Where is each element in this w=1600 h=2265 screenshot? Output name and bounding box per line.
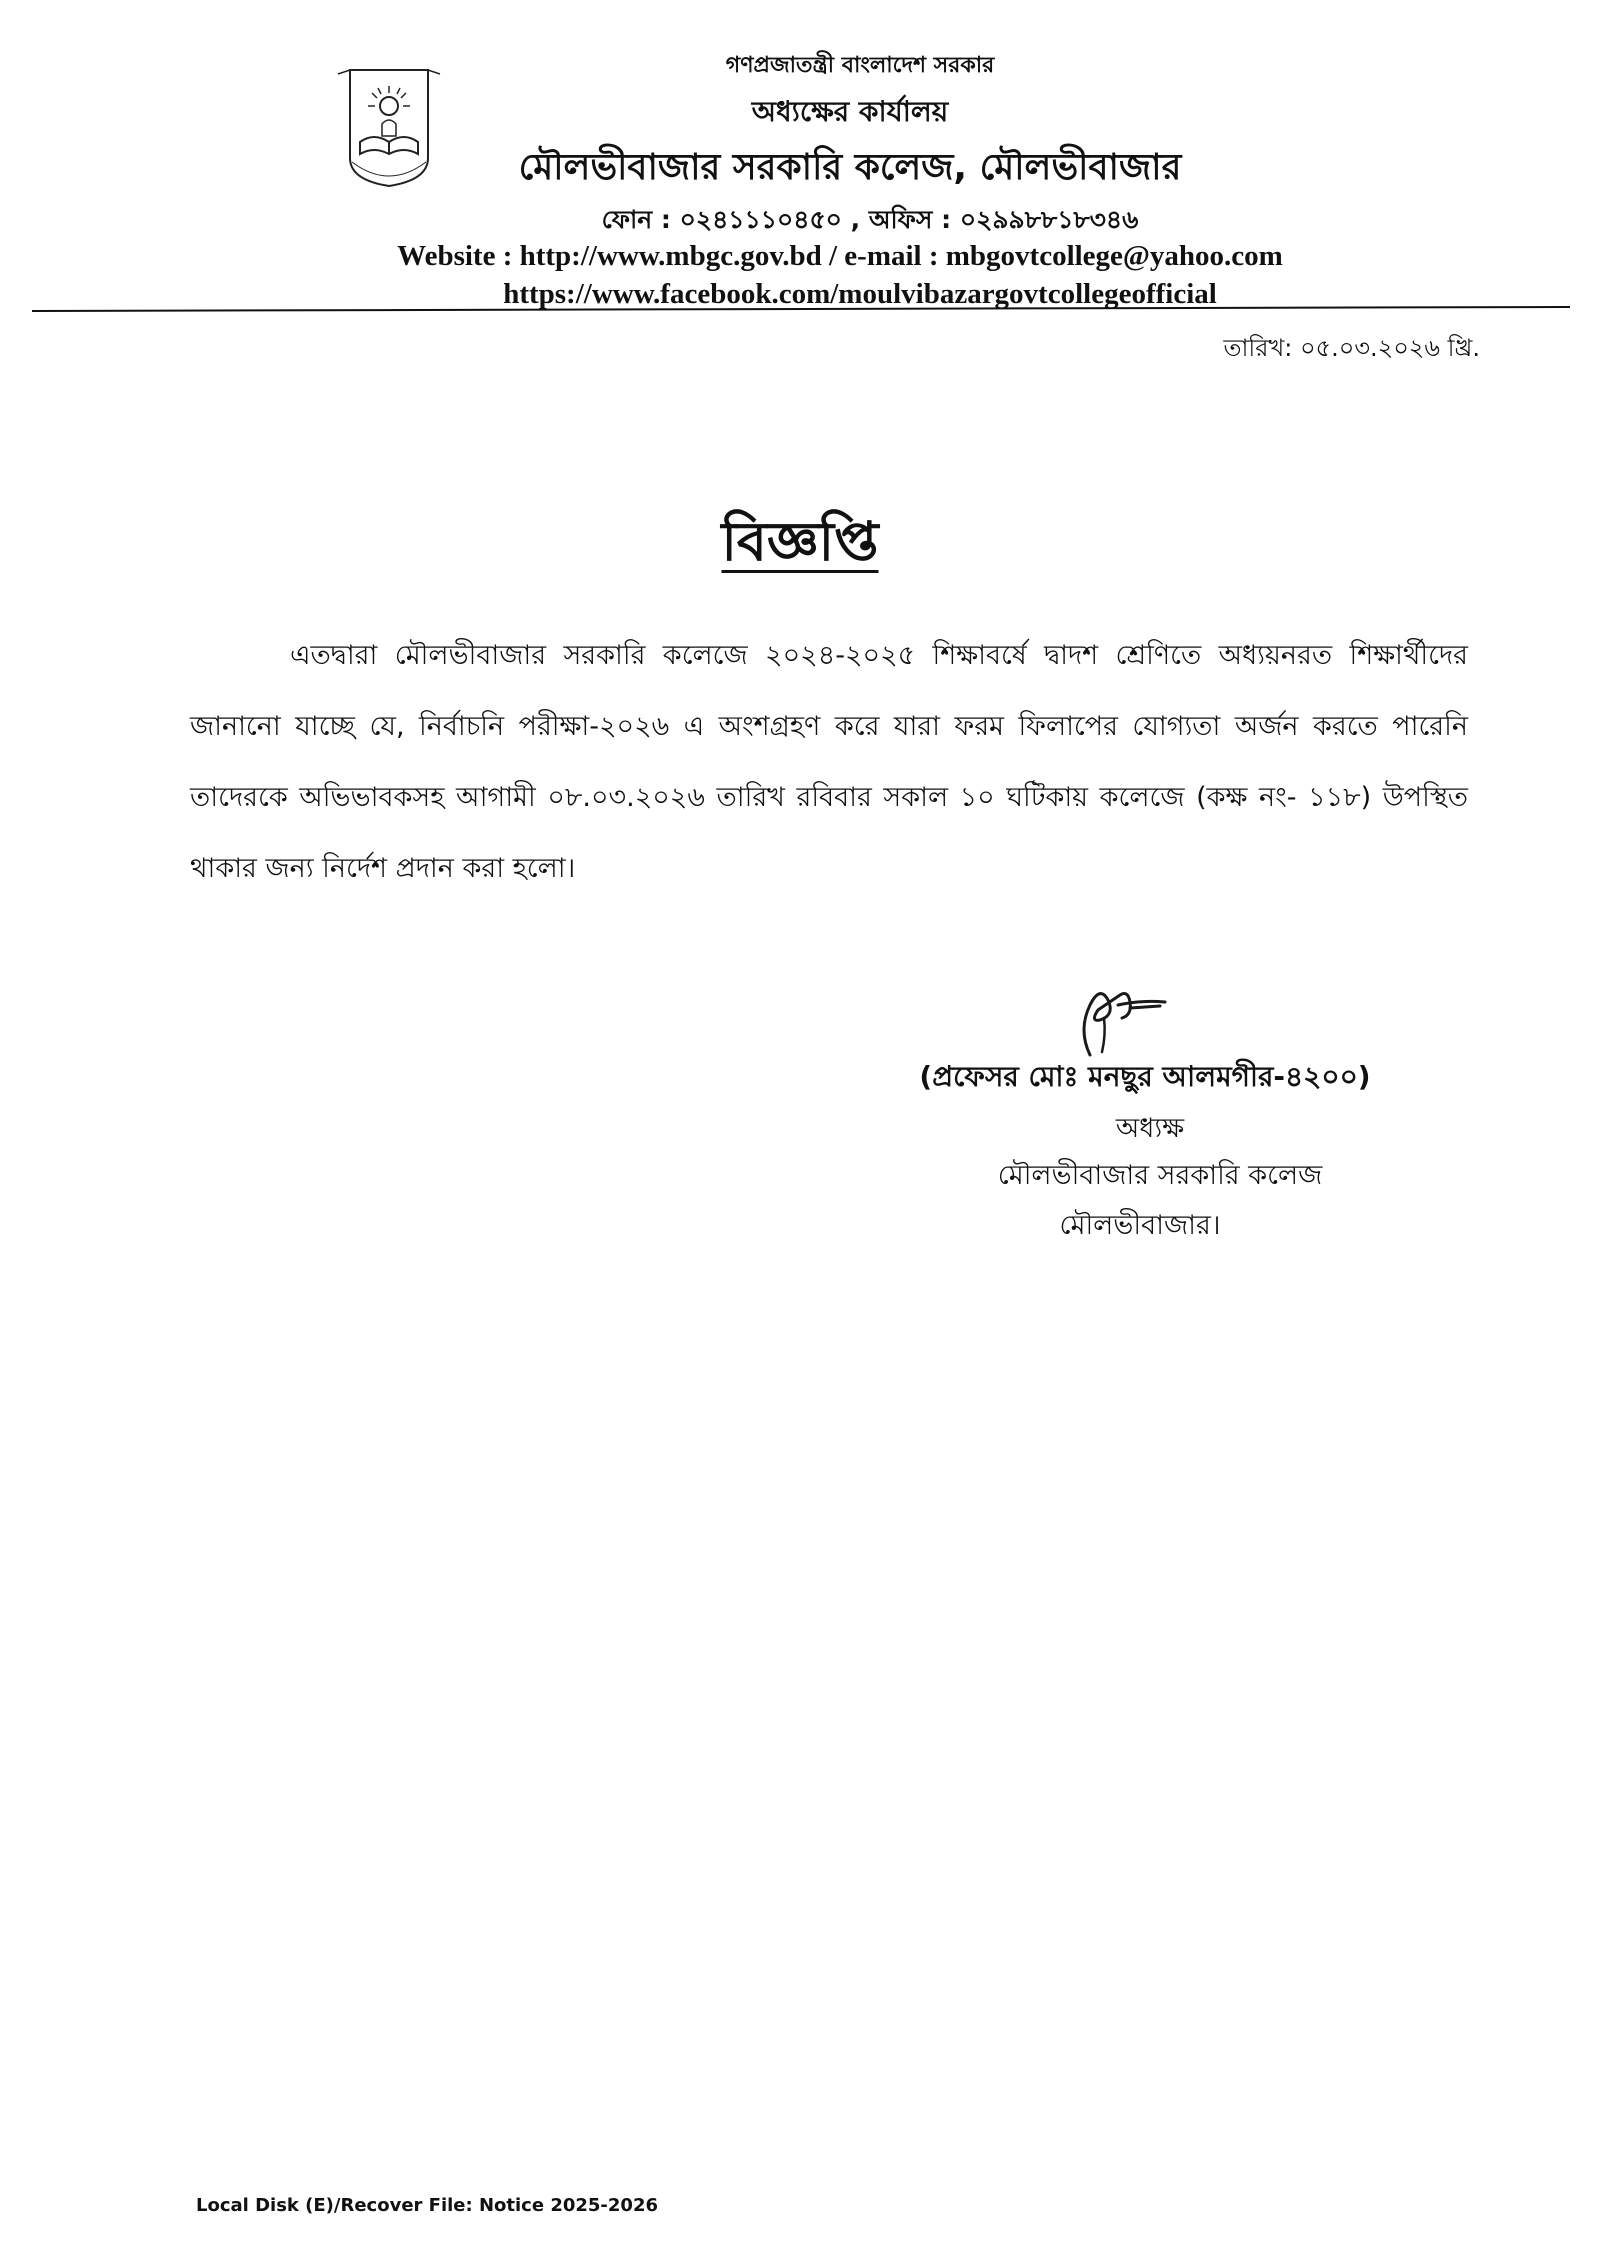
notice-title: বিজ্ঞপ্তি [721,510,879,573]
handwritten-signature-icon [1060,960,1180,1065]
office-name: অধ্যক্ষের কার্যালয় [751,95,949,128]
facebook-link: https://www.facebook.com/moulvibazargovtcollegeofficial [503,278,1217,310]
principal-name: (প্রফেসর মোঃ মনছুর আলমগীর-৪২০০) [919,1060,1371,1093]
file-path-footer: Local Disk (E)/Recover File: Notice 2025-2026 [196,2195,658,2216]
signature-college: মৌলভীবাজার সরকারি কলেজ [997,1160,1323,1191]
government-name: গণপ্রজাতন্ত্রী বাংলাদেশ সরকার [725,53,995,78]
notice-body: এতদ্বারা মৌলভীবাজার সরকারি কলেজে ২০২৪-২০২৫ শিক্ষাবর্ষে দ্বাদশ শ্রেণিতে অধ্যয়নরত শিক্ষার্থীদের জানানো যাচ্ছে যে, নির্বাচনি পরীক্ষা-২০২৬ এ অংশগ্রহণ করে যারা ফরম ফিলাপের যোগ্যতা অর্জন করতে পারেনি তাদেরকে অভিভাবকসহ আগামী ০৮.০৩.২০২৬ তারিখ রবিবার সকাল ১০ ঘটিকায় কলেজে (কক্ষ নং- ১১৮) উপস্থিত থাকার জন্য নির্দেশ প্রদান করা হলো। [190,640,1468,884]
principal-title: অধ্যক্ষ [1115,1113,1185,1144]
notice-date: তারিখ: ০৫.০৩.২০২৬ খ্রি. [1223,334,1480,362]
college-name: মৌলভীবাজার সরকারি কলেজ, মৌলভীবাজার [518,147,1182,188]
signature-place: মৌলভীবাজার। [1059,1210,1221,1241]
phone-numbers: ফোন : ০২৪১১১০৪৫০ , অফিস : ০২৯৯৮৮১৮৩৪৬ [601,205,1139,234]
website-email: Website : http://www.mbgc.gov.bd / e-mail : mbgovtcollege@yahoo.com [397,240,1283,272]
